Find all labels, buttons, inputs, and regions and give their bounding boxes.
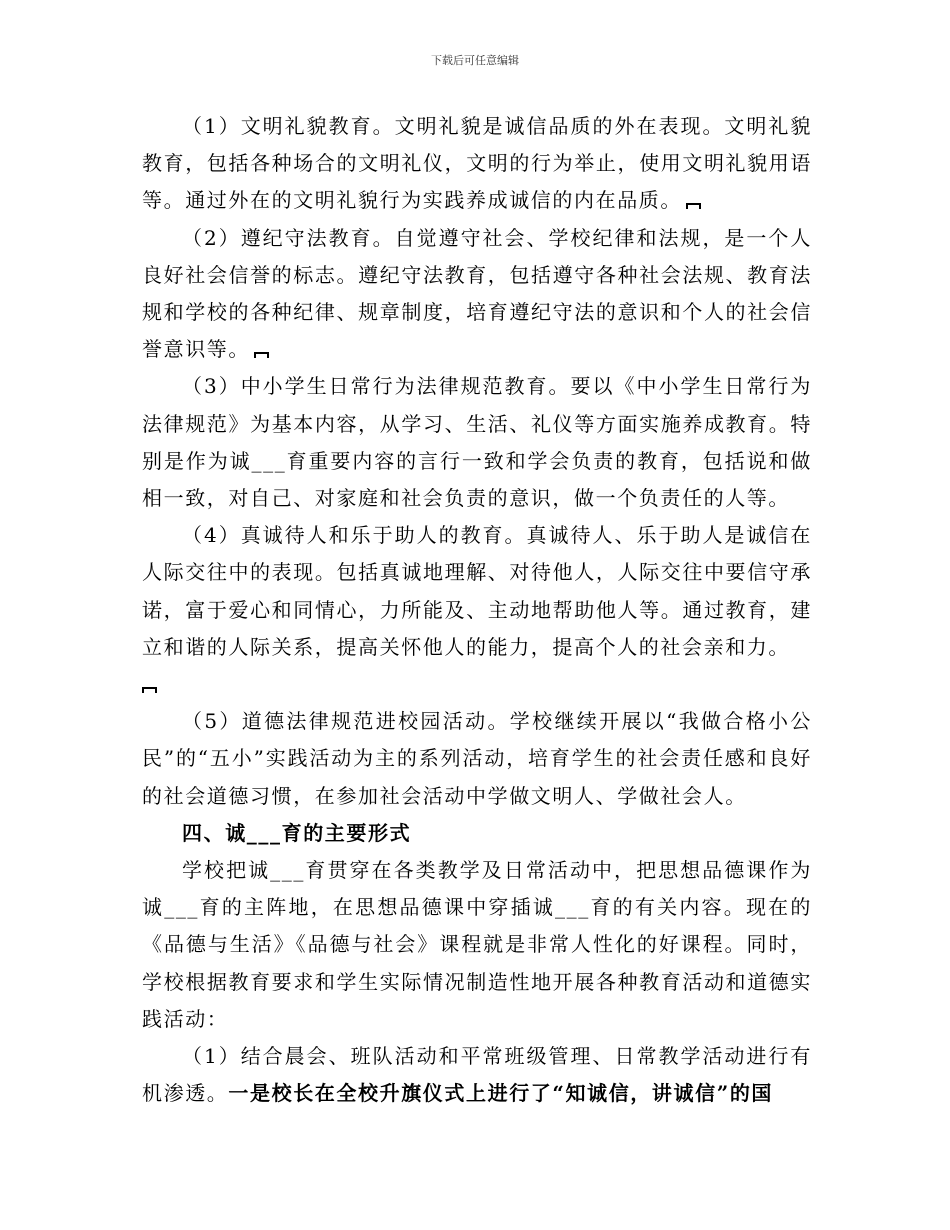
paragraph-civility bbox=[142, 108, 812, 220]
paragraph-text: （1）结合晨会、班队活动和平常班级管理、日常教学活动进行有机渗透。 bbox=[142, 1044, 812, 1106]
paragraph-text: （4）真诚待人和乐于助人的教育。真诚待人、乐于助人是诚信在人际交往中的表现。包括真诚地理解、对待他人，人际交往中要信守承诺，富于爱心和同情心，力所能及、主动地帮助他人等。通过教育，建立和谐的人际关系，提高关怀他人的能力，提高个人的社会亲和力。 bbox=[142, 523, 812, 659]
paragraph-campus bbox=[142, 703, 812, 815]
return-mark-icon bbox=[254, 352, 269, 358]
return-mark-icon bbox=[142, 687, 157, 693]
paragraph-law bbox=[142, 220, 812, 369]
paragraph-text: （5）道德法律规范进校园活动。学校继续开展以“我做合格小公民”的“五小”实践活动为主的系列活动，培育学生的社会责任感和良好的社会道德习惯，在参加社会活动中学做文明人、学做社会人。 bbox=[142, 709, 812, 808]
document-body bbox=[142, 108, 812, 1112]
section-heading: 四、诚___育的主要形式 bbox=[182, 820, 412, 845]
page-header: 下载后可任意编辑 bbox=[431, 54, 519, 67]
paragraph-sincerity bbox=[142, 517, 812, 703]
paragraph-morning-meeting bbox=[142, 1038, 812, 1112]
paragraph-conduct bbox=[142, 368, 812, 517]
paragraph-text: （2）遵纪守法教育。自觉遵守社会、学校纪律和法规，是一个人良好社会信誉的标志。遵纪守法教育，包括遵守各种社会法规、教育法规和学校的各种纪律、规章制度，培育遵纪守法的意识和个人的社会信誉意识等。 bbox=[142, 225, 812, 362]
paragraph-text: （1）文明礼貌教育。文明礼貌是诚信品质的外在表现。文明礼貌教育，包括各种场合的文明礼仪，文明的行为举止，使用文明礼貌用语等。通过外在的文明礼貌行为实践养成诚信的内在品质。 bbox=[142, 114, 812, 213]
paragraph-text: （3）中小学生日常行为法律规范教育。要以《中小学生日常行为法律规范》为基本内容，从学习、生活、礼仪等方面实施养成教育。特别是作为诚___育重要内容的言行一致和学会负责的教育，包括说和做相一致，对自己、对家庭和社会负责的意识，做一个负责任的人等。 bbox=[142, 374, 812, 511]
paragraph-bold-text: 一是校长在全校升旗仪式上进行了“知诚信，讲诚信”的国 bbox=[228, 1081, 774, 1106]
return-mark-icon bbox=[686, 203, 701, 209]
paragraph-forms: 学校把诚___育贯穿在各类教学及日常活动中，把思想品德课作为诚___育的主阵地，在思想品德课中穿插诚___育的有关内容。现在的《品德与生活》《品德与社会》课程就是非常人性化的好课程。同时，学校根据教育要求和学生实际情况制造性地开展各种教育活动和道德实践活动： bbox=[142, 858, 812, 1031]
